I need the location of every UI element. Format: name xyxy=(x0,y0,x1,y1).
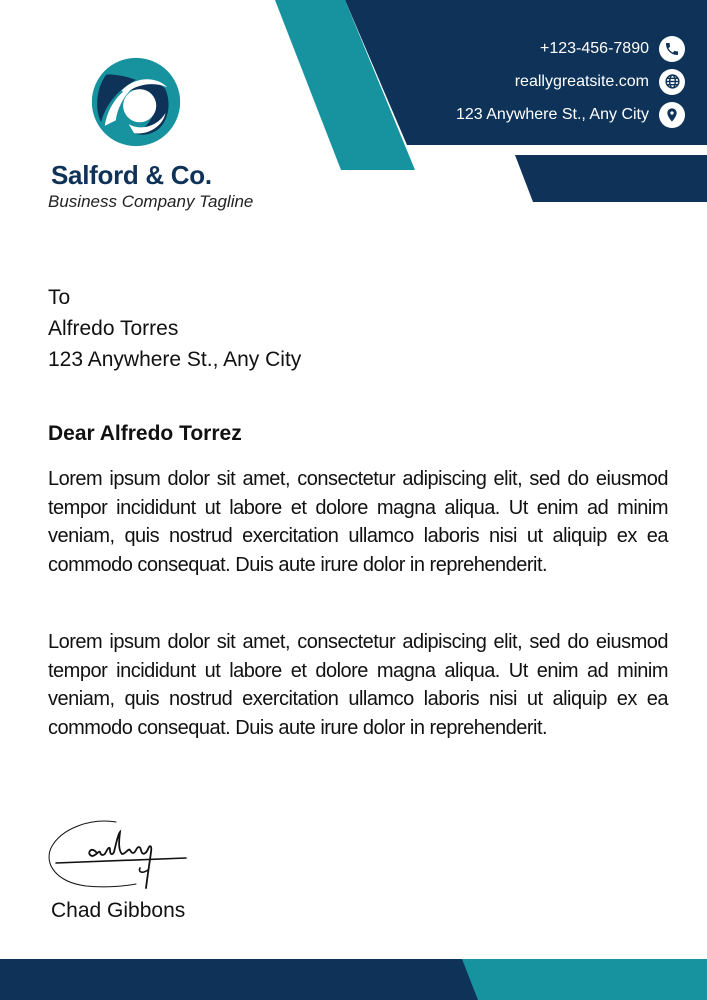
recipient-block xyxy=(48,282,301,375)
company-name: Salford & Co. xyxy=(51,160,212,190)
contact-address-text: 123 Anywhere St., Any City xyxy=(456,105,649,123)
phone-icon xyxy=(659,36,685,62)
signer-name: Chad Gibbons xyxy=(51,899,186,922)
recipient-label: To xyxy=(48,286,71,309)
contact-address xyxy=(365,98,685,131)
location-pin-icon xyxy=(659,102,685,128)
recipient-address: 123 Anywhere St., Any City xyxy=(48,348,302,371)
header-navy-bar xyxy=(515,155,707,202)
salutation: Dear Alfredo Torrez xyxy=(48,422,242,445)
contact-website xyxy=(365,65,685,98)
handwritten-signature-icon xyxy=(46,816,191,894)
body-paragraph: Lorem ipsum dolor sit amet, consectetur adipiscing elit, sed do eiusmod tempor incididunt ut labore et dolore magna aliqua. Ut enim ad minim veniam, quis nostrud exercitation ullamco laboris nisi ut aliquip ex ea commodo consequat. Duis aute irure dolor in reprehenderit. xyxy=(48,468,668,576)
contact-phone xyxy=(365,32,685,65)
recipient-name: Alfredo Torres xyxy=(48,317,179,340)
contact-info xyxy=(365,32,685,131)
footer-teal-band xyxy=(462,959,707,1000)
body-paragraph: Lorem ipsum dolor sit amet, consectetur adipiscing elit, sed do eiusmod tempor incididunt ut labore et dolore magna aliqua. Ut enim ad minim veniam, quis nostrud exercitation ullamco laboris nisi ut aliquip ex ea commodo consequat. Duis aute irure dolor in reprehenderit. xyxy=(48,631,668,739)
company-tagline: Business Company Tagline xyxy=(48,192,254,211)
globe-icon xyxy=(659,69,685,95)
contact-website-text[interactable]: reallygreatsite.com xyxy=(514,72,649,90)
contact-phone-text[interactable]: +123-456-7890 xyxy=(540,39,649,57)
swirl-circle-logo-icon xyxy=(90,56,182,148)
